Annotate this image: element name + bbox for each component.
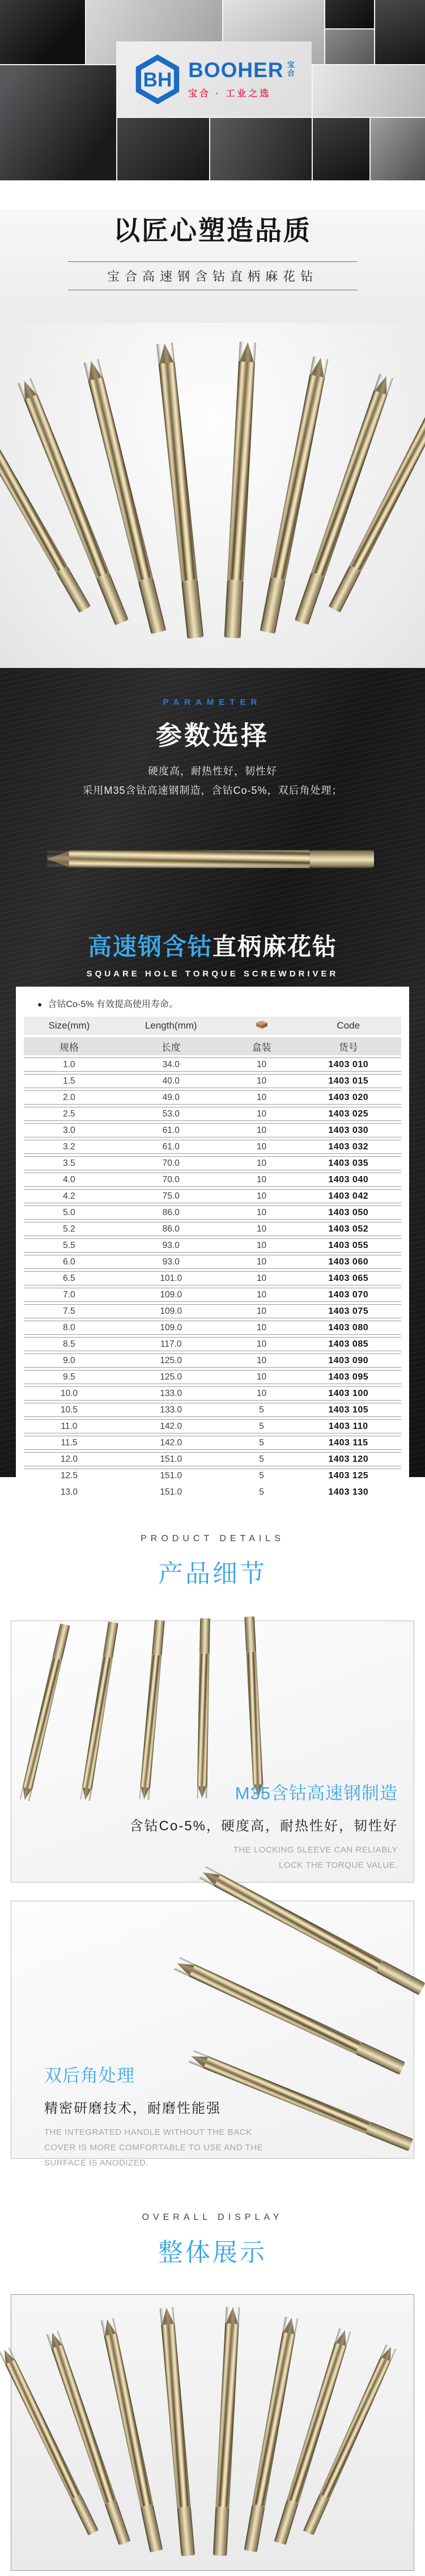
spec-cell-length: 125.0 — [114, 1370, 228, 1384]
spec-cell-code: 1403 010 — [296, 1058, 402, 1072]
spec-cell-length: 49.0 — [114, 1090, 228, 1105]
spec-cell-length: 142.0 — [114, 1419, 228, 1433]
spec-table-row — [24, 1386, 401, 1401]
spec-header-en — [24, 1017, 401, 1035]
collage-photo — [117, 118, 209, 180]
booher-hexagon-logo-icon — [134, 56, 181, 103]
parameter-line1: 硬度高，耐热性好，韧性好 — [148, 765, 277, 777]
spec-cell-box: 5 — [228, 1403, 296, 1417]
spec-cell-code: 1403 055 — [296, 1238, 402, 1253]
spec-cell-size: 3.0 — [24, 1123, 114, 1137]
spec-cell-size: 3.2 — [24, 1140, 114, 1154]
spec-cell-size: 5.2 — [24, 1222, 114, 1236]
spec-table-row — [24, 1058, 401, 1072]
spec-cell-code: 1403 025 — [296, 1107, 402, 1121]
brand-collage-header — [0, 0, 425, 181]
details-title: 产品细节 — [158, 1560, 267, 1588]
box-icon — [255, 1020, 269, 1029]
spec-cell-length: 61.0 — [114, 1123, 228, 1137]
spec-cell-box: 10 — [228, 1321, 296, 1335]
brand-wordmark: BOOHER — [188, 58, 284, 82]
spec-table-row — [24, 1074, 401, 1088]
spec-cell-code: 1403 095 — [296, 1370, 402, 1384]
page-subtitle: 宝合高速钢含钴直柄麻花钻 — [107, 269, 318, 284]
spec-cell-length: 133.0 — [114, 1403, 228, 1417]
collage-photo — [325, 29, 374, 64]
spec-cell-length: 93.0 — [114, 1255, 228, 1269]
spec-cell-size: 12.5 — [24, 1469, 114, 1483]
spec-table-row — [24, 1321, 401, 1335]
spec-cell-box: 10 — [228, 1058, 296, 1072]
spec-table-row — [24, 1452, 401, 1466]
spec-cell-box: 10 — [228, 1255, 296, 1269]
spec-table-row — [24, 1419, 401, 1433]
spec-cell-code: 1403 080 — [296, 1321, 402, 1335]
spec-cell-box: 10 — [228, 1386, 296, 1401]
spec-cell-box: 10 — [228, 1090, 296, 1105]
spec-cell-size: 11.5 — [24, 1436, 114, 1450]
spec-cell-code: 1403 042 — [296, 1189, 402, 1203]
spec-cell-length: 86.0 — [114, 1222, 228, 1236]
spec-cell-box: 10 — [228, 1238, 296, 1253]
spec-cell-code: 1403 110 — [296, 1419, 402, 1433]
feature-box-material — [11, 1621, 414, 1883]
spec-cell-length: 109.0 — [114, 1288, 228, 1302]
spec-cell-length: 117.0 — [114, 1337, 228, 1351]
overall-product-image — [11, 2294, 414, 2571]
spec-table-row — [24, 1403, 401, 1417]
spec-header-cn — [24, 1037, 401, 1055]
spec-table-row — [24, 1090, 401, 1105]
spec-cell-length: 101.0 — [114, 1271, 228, 1285]
spec-table-row — [24, 1205, 401, 1220]
spec-cell-code: 1403 125 — [296, 1469, 402, 1483]
spec-cell-box: 10 — [228, 1173, 296, 1187]
spec-cell-code: 1403 035 — [296, 1156, 402, 1170]
spec-cell-code: 1403 100 — [296, 1386, 402, 1401]
spec-cell-code: 1403 070 — [296, 1288, 402, 1302]
collage-photo — [375, 0, 425, 64]
logo-initials: BH — [143, 69, 172, 91]
brand-cn-vertical: 宝合 — [286, 60, 295, 78]
spec-table-row — [24, 1337, 401, 1351]
spec-cell-code: 1403 120 — [296, 1452, 402, 1466]
drill-bits-fan-image-2 — [11, 2295, 414, 2570]
spec-cell-size: 2.0 — [24, 1090, 114, 1105]
spec-cell-length: 34.0 — [114, 1058, 228, 1072]
spec-cell-box: 10 — [228, 1288, 296, 1302]
spec-cell-size: 13.0 — [24, 1485, 114, 1499]
spec-cell-length: 86.0 — [114, 1205, 228, 1220]
spec-table-note: ● 含钴Co-5% 有效提高使用寿命。 — [37, 1000, 178, 1009]
details-eyebrow: PRODUCT DETAILS — [141, 1534, 284, 1543]
spec-cell-box: 5 — [228, 1485, 296, 1499]
spec-cell-box: 10 — [228, 1205, 296, 1220]
spec-cell-size: 10.5 — [24, 1403, 114, 1417]
spec-cell-box: 10 — [228, 1353, 296, 1368]
spec-table-row — [24, 1436, 401, 1450]
spec-cell-length: 75.0 — [114, 1189, 228, 1203]
spec-cell-code: 1403 032 — [296, 1140, 402, 1154]
hero-title-section — [0, 210, 425, 323]
spec-cell-code: 1403 050 — [296, 1205, 402, 1220]
spec-cell-length: 151.0 — [114, 1469, 228, 1483]
spec-table-row — [24, 1353, 401, 1368]
spec-table-row — [24, 1288, 401, 1302]
spec-cell-size: 9.5 — [24, 1370, 114, 1384]
spec-cell-code: 1403 085 — [296, 1337, 402, 1351]
collage-photo — [371, 118, 425, 180]
spec-cell-length: 125.0 — [114, 1353, 228, 1368]
parameter-eyebrow: PARAMETER — [163, 697, 262, 707]
spec-cell-size: 12.0 — [24, 1452, 114, 1466]
spec-cell-box: 10 — [228, 1271, 296, 1285]
feature-box-grinding — [11, 1901, 414, 2168]
spec-cell-length: 70.0 — [114, 1173, 228, 1187]
collage-photo — [313, 65, 425, 117]
spec-cell-length: 109.0 — [114, 1321, 228, 1335]
header-length-cn: 长度 — [114, 1037, 228, 1055]
spec-cell-code: 1403 065 — [296, 1271, 402, 1285]
collage-photo — [0, 0, 85, 64]
header-code-cn: 货号 — [296, 1037, 402, 1055]
overall-title: 整体展示 — [158, 2239, 267, 2266]
bullet-icon: ● — [37, 1000, 42, 1009]
spec-cell-code: 1403 090 — [296, 1353, 402, 1368]
spec-cell-code: 1403 075 — [296, 1304, 402, 1318]
spec-table — [24, 1014, 401, 1501]
header-size: Size(mm) — [24, 1017, 114, 1035]
spec-cell-box: 10 — [228, 1189, 296, 1203]
spec-cell-length: 53.0 — [114, 1107, 228, 1121]
page-subtitle-wrap — [68, 261, 357, 290]
page-title: 以匠心塑造品质 — [113, 215, 312, 246]
overall-eyebrow: OVERALL DISPLAY — [142, 2213, 283, 2222]
banner-title-rest: 直柄麻花钻 — [212, 933, 338, 960]
spec-cell-box: 5 — [228, 1419, 296, 1433]
spec-cell-size: 4.2 — [24, 1189, 114, 1203]
spec-cell-code: 1403 105 — [296, 1403, 402, 1417]
collage-photo — [325, 0, 374, 28]
spec-table-row — [24, 1222, 401, 1236]
spec-cell-length: 93.0 — [114, 1238, 228, 1253]
spec-cell-size: 1.0 — [24, 1058, 114, 1072]
spec-cell-code: 1403 115 — [296, 1436, 402, 1450]
spec-cell-box: 10 — [228, 1140, 296, 1154]
spec-cell-size: 5.0 — [24, 1205, 114, 1220]
feature1-title: M35含钴高速钢制造 — [235, 1783, 398, 1803]
spec-cell-box: 10 — [228, 1074, 296, 1088]
spec-table-row — [24, 1123, 401, 1137]
spec-cell-length: 151.0 — [114, 1452, 228, 1466]
spec-cell-box: 10 — [228, 1370, 296, 1384]
spec-table-row — [24, 1156, 401, 1170]
spec-cell-size: 5.5 — [24, 1238, 114, 1253]
spec-cell-box: 10 — [228, 1337, 296, 1351]
spec-table-row — [24, 1238, 401, 1253]
header-code: Code — [296, 1017, 402, 1035]
banner-title-highlight: 高速钢含钴 — [87, 933, 212, 960]
spec-cell-length: 151.0 — [114, 1485, 228, 1499]
parameter-section — [0, 668, 425, 1497]
spec-cell-box: 10 — [228, 1222, 296, 1236]
header-box-cn: 盒装 — [228, 1037, 296, 1055]
drill-bits-fan-image — [0, 323, 425, 668]
parameter-title: 参数选择 — [156, 721, 269, 750]
spec-table-row — [24, 1304, 401, 1318]
details-section — [0, 1477, 425, 2576]
spec-table-row — [24, 1140, 401, 1154]
header-size-cn: 规格 — [24, 1037, 114, 1055]
header-box — [228, 1017, 296, 1035]
spec-table-row — [24, 1189, 401, 1203]
feature1-subtitle: 含钴Co-5%，硬度高，耐热性好，韧性好 — [129, 1818, 398, 1834]
hero-product-image — [0, 323, 425, 668]
spec-cell-length: 133.0 — [114, 1386, 228, 1401]
spec-cell-length: 142.0 — [114, 1436, 228, 1450]
spec-cell-size: 4.0 — [24, 1173, 114, 1187]
spec-table-row — [24, 1255, 401, 1269]
spec-cell-box: 5 — [228, 1469, 296, 1483]
spec-table-row — [24, 1370, 401, 1384]
spec-cell-box: 10 — [228, 1304, 296, 1318]
collage-photo — [0, 65, 116, 180]
spec-cell-size: 8.5 — [24, 1337, 114, 1351]
parameter-line2: 采用M35含钴高速钢制造，含钴Co-5%，双后角处理； — [82, 785, 343, 796]
spec-cell-code: 1403 052 — [296, 1222, 402, 1236]
spec-cell-size: 10.0 — [24, 1386, 114, 1401]
feature2-subtitle: 精密研磨技术，耐磨性能强 — [44, 2101, 221, 2116]
spec-cell-code: 1403 015 — [296, 1074, 402, 1088]
spec-cell-box: 10 — [228, 1107, 296, 1121]
spec-cell-size: 8.0 — [24, 1321, 114, 1335]
spec-cell-box: 10 — [228, 1123, 296, 1137]
spec-cell-code: 1403 040 — [296, 1173, 402, 1187]
spec-table-card — [16, 987, 409, 1512]
spec-cell-length: 70.0 — [114, 1156, 228, 1170]
spec-cell-length: 40.0 — [114, 1074, 228, 1088]
brand-logo-panel — [116, 41, 312, 117]
spec-cell-length: 61.0 — [114, 1140, 228, 1154]
spec-cell-code: 1403 020 — [296, 1090, 402, 1105]
spec-cell-size: 3.5 — [24, 1156, 114, 1170]
spec-table-row — [24, 1173, 401, 1187]
spec-cell-size: 2.5 — [24, 1107, 114, 1121]
collage-photo — [313, 118, 369, 180]
feature2-description: THE INTEGRATED HANDLE WITHOUT THE BACK COVER IS MORE COMFORTABLE TO USE AND THE SURFACE IS ANODIZED. — [44, 2127, 264, 2168]
feature2-title: 双后角处理 — [44, 2066, 135, 2086]
product-banner-title — [0, 928, 425, 962]
spec-cell-size: 9.0 — [24, 1353, 114, 1368]
spec-cell-size: 6.5 — [24, 1271, 114, 1285]
spec-cell-size: 11.0 — [24, 1419, 114, 1433]
spec-cell-code: 1403 060 — [296, 1255, 402, 1269]
spec-cell-box: 5 — [228, 1436, 296, 1450]
collage-photo — [210, 118, 312, 180]
spec-cell-size: 7.0 — [24, 1288, 114, 1302]
spec-cell-box: 10 — [228, 1156, 296, 1170]
feature1-description: THE LOCKING SLEEVE CAN RELIABLY LOCK THE TORQUE VALUE. — [233, 1845, 398, 1870]
spec-table-row — [24, 1271, 401, 1285]
header-length: Length(mm) — [114, 1017, 228, 1035]
brand-tagline: 宝合 · 工业之选 — [188, 88, 271, 99]
product-banner-subtitle: SQUARE HOLE TORQUE SCREWDRIVER — [86, 969, 339, 979]
spec-cell-box: 5 — [228, 1452, 296, 1466]
spec-table-row — [24, 1107, 401, 1121]
spec-cell-size: 1.5 — [24, 1074, 114, 1088]
spec-cell-length: 109.0 — [114, 1304, 228, 1318]
spec-cell-size: 6.0 — [24, 1255, 114, 1269]
spec-cell-size: 7.5 — [24, 1304, 114, 1318]
spec-cell-code: 1403 130 — [296, 1485, 402, 1499]
spec-cell-code: 1403 030 — [296, 1123, 402, 1137]
single-drill-image — [0, 833, 425, 885]
